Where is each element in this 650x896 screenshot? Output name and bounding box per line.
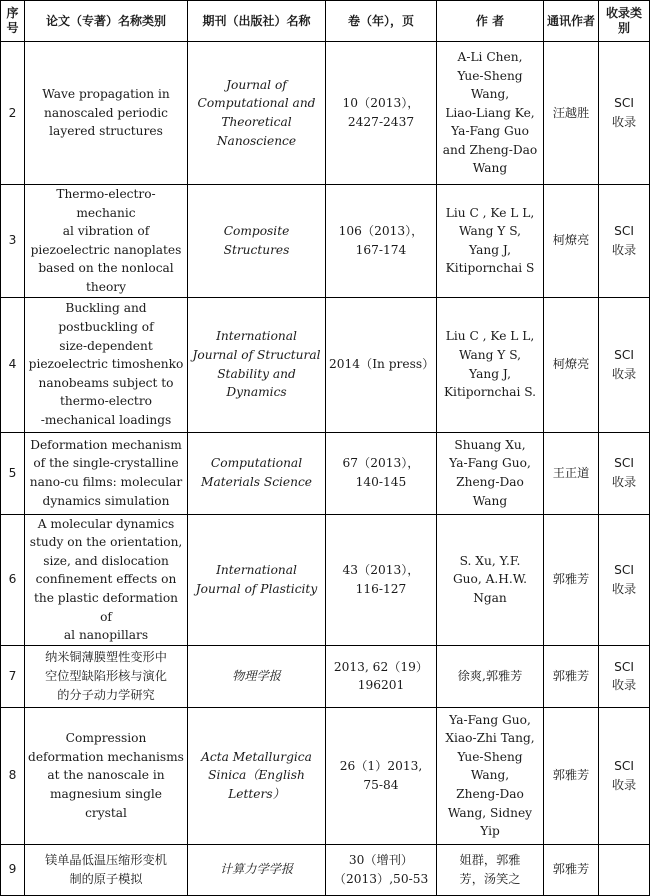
author-list-line: Wang, Sidney <box>447 805 533 820</box>
paper-title-line: layered structures <box>49 124 163 139</box>
paper-title-line: study on the orientation, <box>29 535 183 550</box>
journal-name-line: 计算力学学报 <box>219 862 294 877</box>
volume-pages <box>326 42 437 185</box>
volume-pages-line: 43（2013）， <box>342 563 420 578</box>
table-row <box>1 707 650 844</box>
paper-title <box>25 432 188 514</box>
journal-name-line: Journal of Plasticity <box>195 581 318 596</box>
paper-title-line: Compression <box>65 731 147 746</box>
header-corresponding: 通讯作者 <box>544 1 599 42</box>
paper-title-line: 空位型缺陷形核与演化 <box>45 668 167 683</box>
volume-pages <box>326 432 437 514</box>
paper-title-line: nanoscaled periodic <box>43 105 169 120</box>
volume-pages <box>326 844 437 895</box>
journal-name-line: Letters） <box>228 787 285 802</box>
index-category-line: SCI <box>614 659 634 674</box>
index-category-line: 收录 <box>611 475 637 490</box>
journal-name-line: International <box>216 563 297 578</box>
author-list <box>437 185 544 298</box>
author-list-line: Kitipornchai S. <box>443 385 537 400</box>
paper-title-line: Wave propagation in <box>42 87 170 102</box>
table-row <box>1 514 650 645</box>
paper-title-line: Thermo-electro-mechanic <box>56 187 156 220</box>
header-title: 论文（专著）名称类别 <box>25 1 188 42</box>
paper-title <box>25 42 188 185</box>
author-list-line: Wang <box>472 161 508 176</box>
paper-title-line: Deformation mechanism <box>30 437 182 452</box>
volume-pages-line: 30（增刊） <box>348 853 414 868</box>
paper-title-line: based on the nonlocal <box>38 261 174 276</box>
paper-title-line: piezoelectric timoshenko <box>28 357 184 372</box>
header-volume: 卷（年），页 <box>326 1 437 42</box>
index-category-line: 收录 <box>611 777 637 792</box>
index-category <box>599 844 650 895</box>
journal-name-line: Sinica（English <box>208 768 305 783</box>
index-category-line: SCI <box>614 563 634 578</box>
index-category-line: SCI <box>614 759 634 774</box>
paper-title-line: A molecular dynamics <box>37 516 175 531</box>
author-list-line: Yang J, <box>469 242 511 257</box>
author-list-line: Yip <box>480 824 500 839</box>
author-list-line: Wang, <box>470 768 510 783</box>
journal-name-line: Composite <box>223 224 290 239</box>
header-row <box>1 1 650 42</box>
volume-pages-line: 10（2013）， <box>342 96 420 111</box>
corresponding-author: 柯燎亮 <box>544 185 599 298</box>
journal-name <box>188 297 326 432</box>
volume-pages <box>326 185 437 298</box>
volume-pages-line: 196201 <box>357 678 405 693</box>
paper-title-line: al vibration of <box>62 224 150 239</box>
row-seq: 2 <box>1 42 25 185</box>
author-list <box>437 432 544 514</box>
paper-title <box>25 844 188 895</box>
author-list-line: Yue-Sheng <box>457 68 523 83</box>
volume-pages-line: 106（2013）， <box>338 224 424 239</box>
volume-pages-line: 2013, 62（19） <box>333 659 429 674</box>
author-list-line: Yang J, <box>469 366 511 381</box>
author-list-line: 芳，汤笑之 <box>459 871 521 886</box>
volume-pages <box>326 514 437 645</box>
table-row <box>1 645 650 707</box>
paper-title-line: thermo-electro <box>59 394 152 409</box>
paper-title-line: 镁单晶低温压缩形变机 <box>45 853 167 868</box>
paper-title <box>25 185 188 298</box>
paper-title-line: size-dependent <box>59 338 153 353</box>
paper-title-line: at the nanoscale in <box>47 768 165 783</box>
journal-name <box>188 185 326 298</box>
table-row <box>1 185 650 298</box>
volume-pages-line: 67（2013）， <box>342 456 420 471</box>
author-list-line: Xiao-Zhi Tang, <box>445 731 535 746</box>
journal-name-line: International <box>216 329 297 344</box>
author-list <box>437 645 544 707</box>
index-category <box>599 297 650 432</box>
paper-title-line: size, and dislocation <box>43 553 169 568</box>
journal-name-line: Journal of Structural <box>192 347 321 362</box>
index-category <box>599 514 650 645</box>
author-list-line: Yue-Sheng <box>457 749 523 764</box>
author-list <box>437 844 544 895</box>
paper-title-line: 纳米铜薄膜塑性变形中 <box>45 650 167 665</box>
volume-pages-line: 75-84 <box>363 777 399 792</box>
author-list-line: Ya-Fang Guo <box>451 124 529 139</box>
corresponding-author: 郭雅芳 <box>544 645 599 707</box>
index-category <box>599 645 650 707</box>
paper-title-line: piezoelectric nanoplates <box>30 242 182 257</box>
paper-title <box>25 297 188 432</box>
paper-title-line: postbuckling of <box>58 320 154 335</box>
corresponding-author: 郭雅芳 <box>544 514 599 645</box>
header-indexed: 收录类别 <box>599 1 650 42</box>
index-category-line: 收录 <box>611 678 637 693</box>
author-list-line: and Zheng-Dao <box>442 142 538 157</box>
volume-pages-line: 167-174 <box>355 242 407 257</box>
paper-title-line: the plastic deformation of <box>33 590 179 624</box>
volume-pages-line: 2014（In press） <box>329 357 435 372</box>
journal-name <box>188 844 326 895</box>
row-seq: 3 <box>1 185 25 298</box>
journal-name-line: Acta Metallurgica <box>201 749 312 764</box>
author-list-line: Guo, A.H.W. <box>452 572 528 587</box>
index-category-line: SCI <box>614 224 634 239</box>
author-list-line: Wang Y S, <box>459 347 521 362</box>
journal-name-line: Structures <box>223 242 290 257</box>
row-seq: 8 <box>1 707 25 844</box>
author-list-line: Liu C , Ke L L, <box>445 205 535 220</box>
author-list-line: 姐群，郭雅 <box>459 853 521 868</box>
journal-name <box>188 42 326 185</box>
paper-title-line: 的分子动力学研究 <box>57 687 155 702</box>
corresponding-author: 郭雅芳 <box>544 707 599 844</box>
author-list-line: Shuang Xu, <box>454 437 526 452</box>
paper-title <box>25 514 188 645</box>
volume-pages <box>326 707 437 844</box>
paper-title-line: theory <box>85 279 126 294</box>
volume-pages <box>326 297 437 432</box>
row-seq: 9 <box>1 844 25 895</box>
volume-pages-line: 26（1）2013, <box>339 759 423 774</box>
table-row <box>1 42 650 185</box>
index-category-line: 收录 <box>611 242 637 257</box>
author-list-line: Kitipornchai S <box>445 261 535 276</box>
journal-name <box>188 645 326 707</box>
volume-pages-line: 116-127 <box>355 581 407 596</box>
author-list-line: Ya-Fang Guo, <box>449 712 531 727</box>
journal-name-line: Computational <box>210 456 303 471</box>
paper-title-line: deformation mechanisms <box>28 749 184 764</box>
header-journal: 期刊（出版社）名称 <box>188 1 326 42</box>
paper-title-line: 制的原子模拟 <box>69 871 143 886</box>
paper-title-line: nanobeams subject to <box>38 375 174 390</box>
paper-title-line: nano-cu films: molecular <box>29 475 183 490</box>
journal-name <box>188 514 326 645</box>
corresponding-author: 郭雅芳 <box>544 844 599 895</box>
index-category-line: SCI <box>614 456 634 471</box>
index-category-line: 收录 <box>611 115 637 129</box>
journal-name-line: 物理学报 <box>232 668 281 683</box>
row-seq: 7 <box>1 645 25 707</box>
paper-title-line: magnesium single crystal <box>49 787 163 820</box>
table-row <box>1 432 650 514</box>
table-row <box>1 297 650 432</box>
volume-pages-line: 2427-2437 <box>347 115 415 129</box>
journal-name-line: Theoretical <box>221 115 292 129</box>
paper-title-line: Buckling and <box>65 301 147 316</box>
table-row <box>1 844 650 895</box>
author-list <box>437 514 544 645</box>
author-list-line: Wang <box>472 493 508 508</box>
paper-title-line: confinement effects on <box>35 572 177 587</box>
paper-title-line: dynamics simulation <box>42 493 170 508</box>
volume-pages-line: （2013）,50-53 <box>333 871 429 886</box>
author-list-line: Zheng-Dao <box>456 475 524 490</box>
author-list-line: Liao-Liang Ke, <box>445 105 535 120</box>
journal-name-line: Computational and <box>197 96 316 111</box>
journal-name-line: Journal of <box>226 77 287 92</box>
index-category <box>599 707 650 844</box>
author-list-line: Zheng-Dao <box>456 787 524 802</box>
paper-title <box>25 645 188 707</box>
corresponding-author: 王正道 <box>544 432 599 514</box>
author-list-line: Liu C , Ke L L, <box>445 329 535 344</box>
header-seq: 序号 <box>1 1 25 42</box>
volume-pages-line: 140-145 <box>355 475 407 490</box>
journal-name-line: Materials Science <box>200 475 313 490</box>
author-list-line: Ngan <box>473 590 507 605</box>
author-list <box>437 42 544 185</box>
journal-name-line: Stability and <box>217 366 296 381</box>
index-category-line: SCI <box>614 96 634 111</box>
index-category <box>599 185 650 298</box>
volume-pages <box>326 645 437 707</box>
index-category-line: SCI <box>614 347 634 362</box>
row-seq: 5 <box>1 432 25 514</box>
paper-title-line: al nanopillars <box>63 628 149 643</box>
author-list <box>437 707 544 844</box>
author-list-line: 徐爽,郭雅芳 <box>457 668 523 683</box>
journal-name <box>188 432 326 514</box>
author-list <box>437 297 544 432</box>
corresponding-author: 柯燎亮 <box>544 297 599 432</box>
author-list-line: Wang, <box>470 87 510 102</box>
author-list-line: Wang Y S, <box>459 224 521 239</box>
journal-name-line: Nanoscience <box>216 133 297 148</box>
row-seq: 6 <box>1 514 25 645</box>
index-category-line: 收录 <box>611 581 637 596</box>
author-list-line: S. Xu, Y.F. <box>459 553 521 568</box>
author-list-line: Ya-Fang Guo, <box>449 456 531 471</box>
index-category-line: 收录 <box>611 366 637 381</box>
header-authors: 作 者 <box>437 1 544 42</box>
author-list-line: A-Li Chen, <box>457 49 523 64</box>
journal-name <box>188 707 326 844</box>
journal-name-line: Dynamics <box>226 385 287 400</box>
index-category <box>599 432 650 514</box>
row-seq: 4 <box>1 297 25 432</box>
corresponding-author: 汪越胜 <box>544 42 599 185</box>
index-category <box>599 42 650 185</box>
paper-title-line: -mechanical loadings <box>40 413 172 428</box>
paper-title <box>25 707 188 844</box>
paper-title-line: of the single-crystalline <box>33 456 179 471</box>
